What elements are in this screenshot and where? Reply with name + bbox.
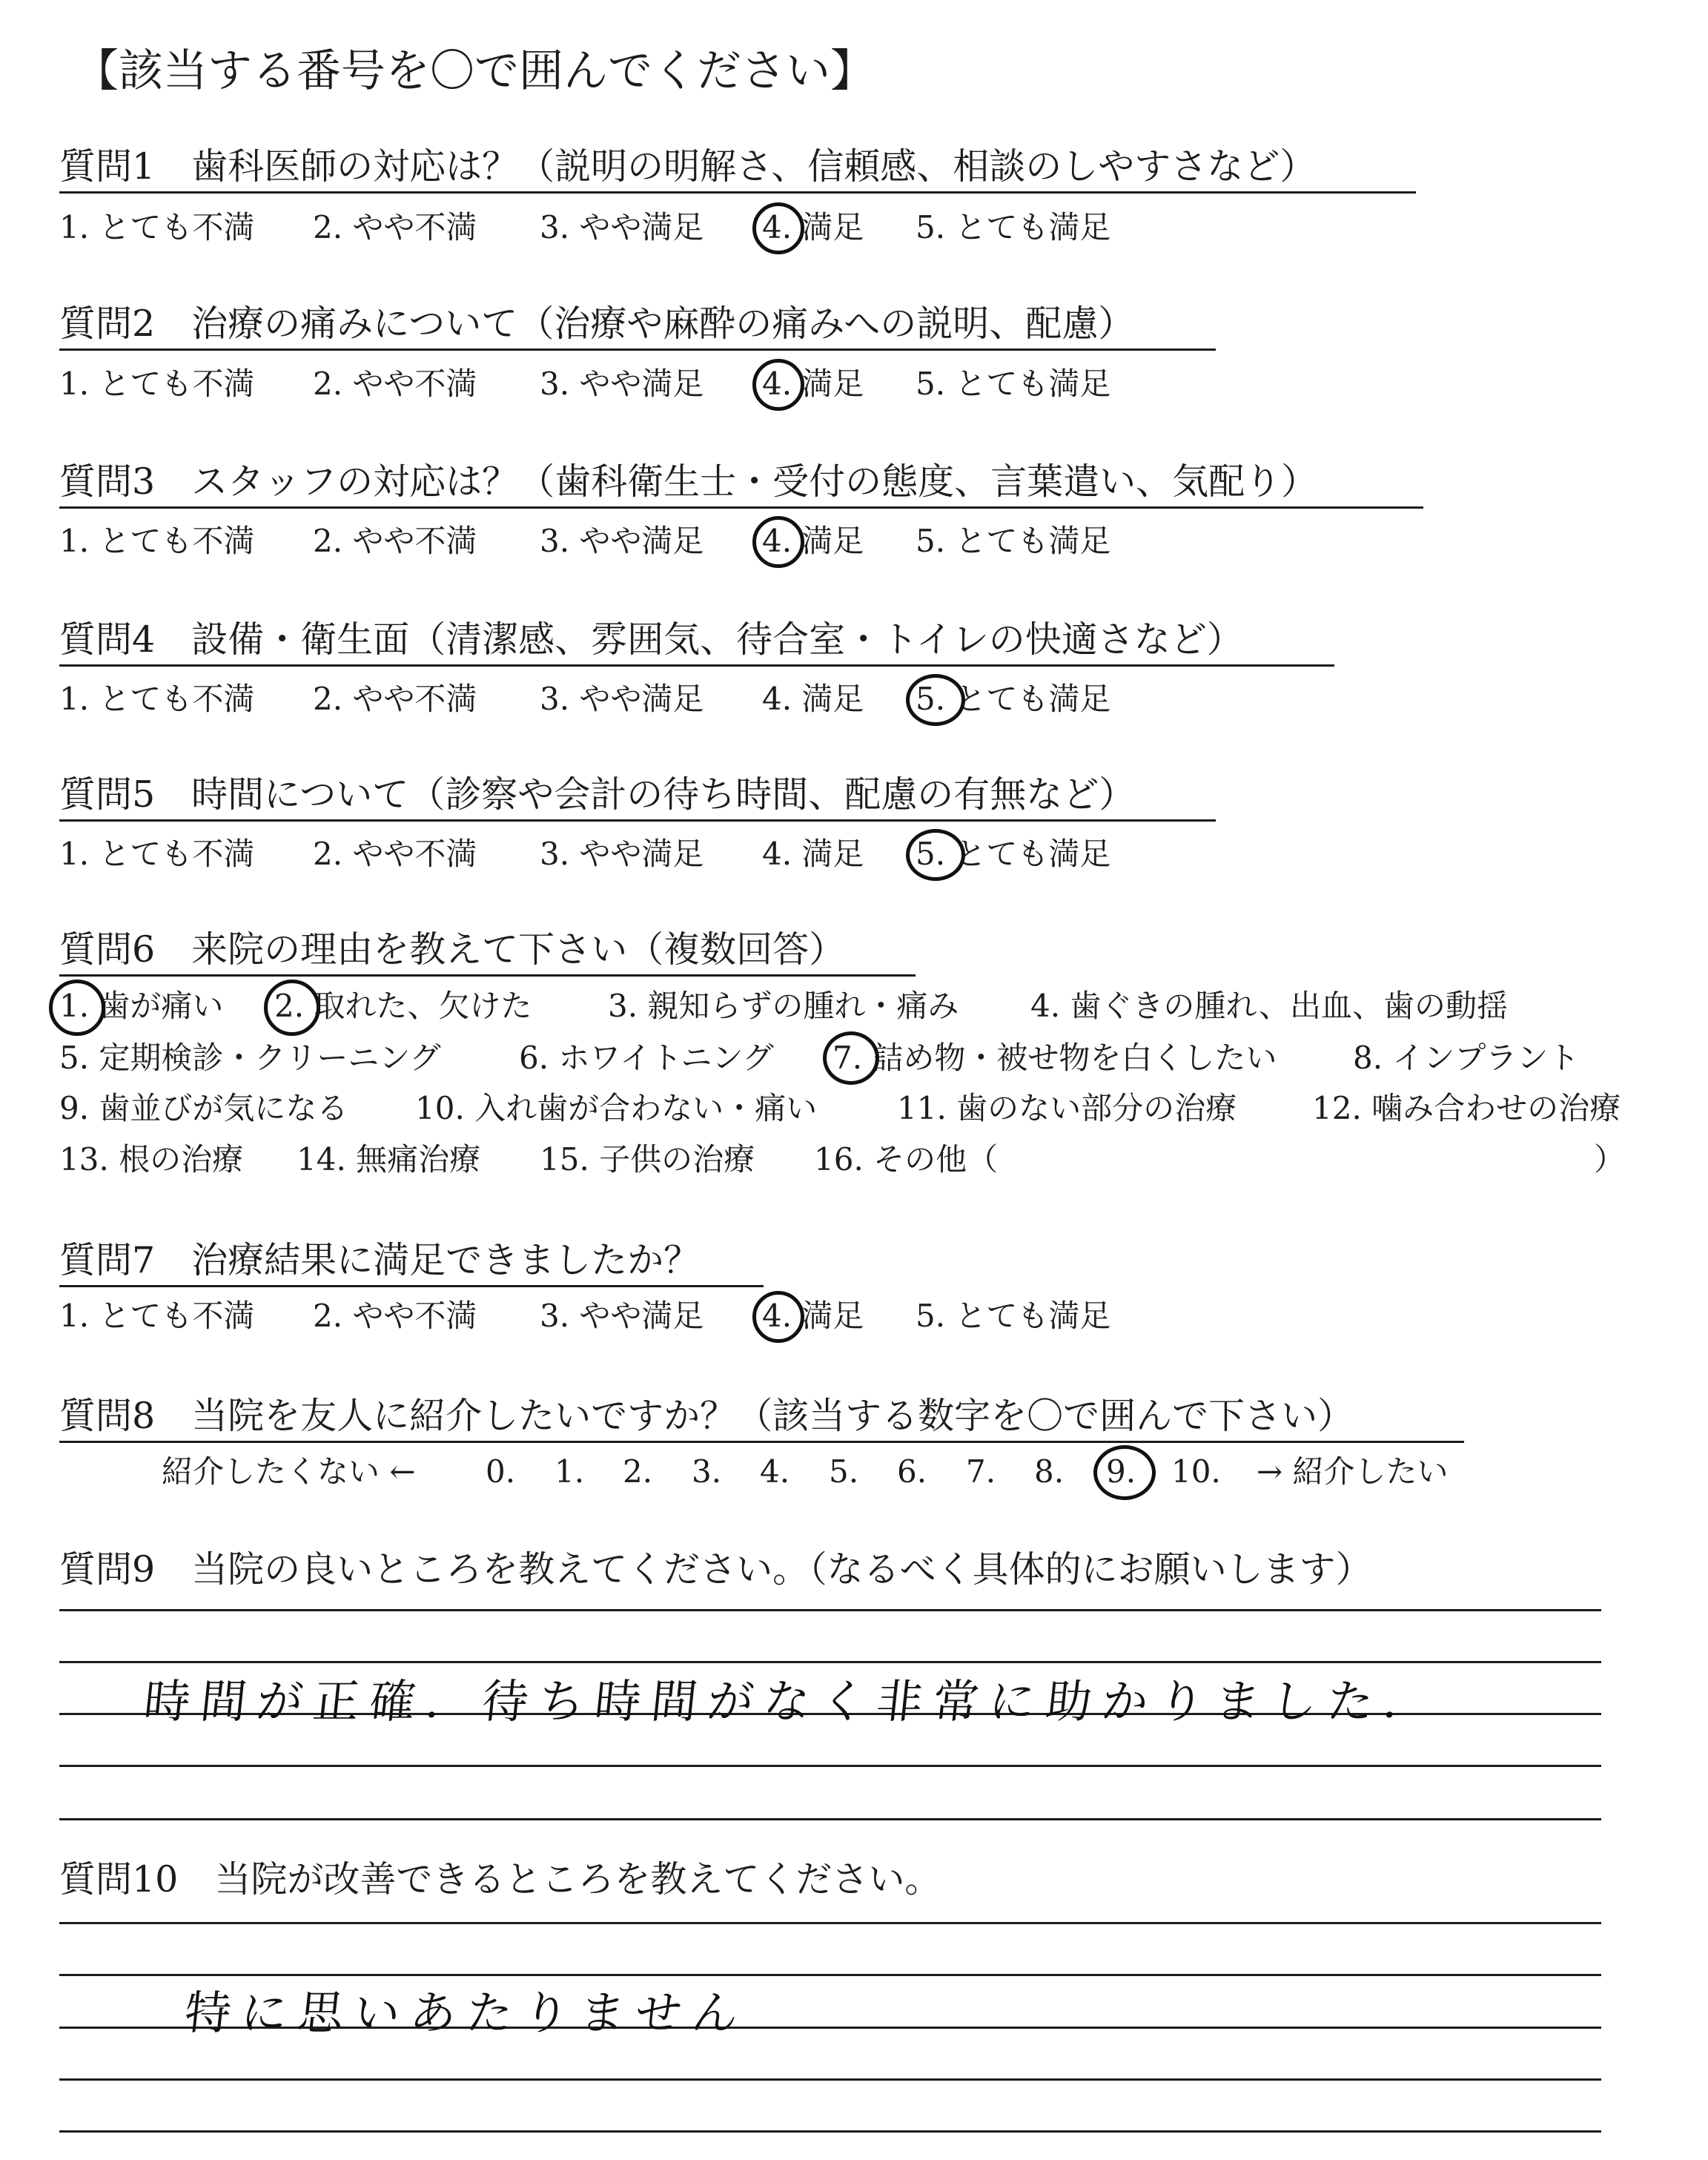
q5-option-2[interactable]: 2. やや不満: [313, 836, 477, 872]
question-3-underline: [59, 506, 1423, 509]
question-5-options: [59, 832, 1678, 876]
q7-option-5[interactable]: 5. とても満足: [916, 1298, 1111, 1334]
question-5-underline: [59, 819, 1216, 822]
q6-option-11[interactable]: 11. 歯のない部分の治療: [897, 1090, 1237, 1126]
q7-option-2[interactable]: 2. やや不満: [313, 1298, 477, 1334]
question-7-underline: [59, 1285, 764, 1287]
q6-option-10[interactable]: 10. 入れ歯が合わない・痛い: [415, 1090, 818, 1126]
q6-option-1[interactable]: 1. 歯が痛い: [59, 988, 224, 1024]
q4-option-5[interactable]: 5. とても満足: [916, 681, 1111, 717]
q3-option-3[interactable]: 3. やや満足: [540, 523, 704, 559]
q9-ruled-line-1: [59, 1609, 1601, 1611]
q10-ruled-line-1: [59, 1922, 1601, 1924]
q6-option-14[interactable]: 14. 無痛治療: [297, 1141, 481, 1178]
question-1-title: 質問1 歯科医師の対応は？（説明の明解さ、信頼感、相談のしやすさなど）: [59, 145, 1317, 188]
q2-option-1[interactable]: 1. とても不満: [59, 366, 255, 402]
q1-option-5[interactable]: 5. とても満足: [916, 209, 1111, 245]
q8-score-3[interactable]: 3.: [692, 1453, 722, 1490]
question-7-options: [59, 1294, 1678, 1338]
q6-option-3[interactable]: 3. 親知らずの腫れ・痛み: [608, 988, 959, 1024]
question-6-title: 質問6 来院の理由を教えて下さい（複数回答）: [59, 928, 846, 971]
q10-ruled-line-4: [59, 2078, 1601, 2081]
q5-option-1[interactable]: 1. とても不満: [59, 836, 255, 872]
q8-score-10[interactable]: 10.: [1171, 1453, 1221, 1490]
q7-option-1[interactable]: 1. とても不満: [59, 1298, 255, 1334]
q8-score-0[interactable]: 0.: [486, 1453, 516, 1490]
q5-option-5[interactable]: 5. とても満足: [916, 836, 1111, 872]
question-9-title: 質問9 当院の良いところを教えてください。（なるべく具体的にお願いします）: [59, 1548, 1372, 1591]
q6-row-1: [59, 984, 1678, 1028]
q9-ruled-line-2: [59, 1661, 1601, 1663]
question-7-title: 質問7 治療結果に満足できましたか？: [59, 1239, 701, 1281]
q4-option-1[interactable]: 1. とても不満: [59, 681, 255, 717]
q2-option-4[interactable]: 4. 満足: [762, 366, 864, 402]
q8-score-6[interactable]: 6.: [897, 1453, 927, 1490]
q9-handwritten-answer[interactable]: 時間が正確．待ち時間がなく非常に助かりました．: [141, 1674, 1443, 1728]
q8-score-4[interactable]: 4.: [760, 1453, 790, 1490]
question-4-underline: [59, 664, 1334, 667]
q7-option-4[interactable]: 4. 満足: [762, 1298, 864, 1334]
question-8-title: 質問8 当院を友人に紹介したいですか？（該当する数字を〇で囲んで下さい）: [59, 1395, 1354, 1437]
question-1-underline: [59, 191, 1416, 194]
question-5-title: 質問5 時間について（診察や会計の待ち時間、配慮の有無など）: [59, 773, 1136, 816]
q8-score-5[interactable]: 5.: [829, 1453, 859, 1490]
q6-option-8[interactable]: 8. インプラント: [1353, 1040, 1580, 1076]
q10-handwritten-answer[interactable]: 特に思いあたりません: [182, 1986, 752, 2040]
q8-score-8[interactable]: 8.: [1034, 1453, 1065, 1490]
question-2-options: [59, 362, 1678, 406]
q6-option-2[interactable]: 2. 取れた、欠けた: [274, 988, 532, 1024]
q8-score-2[interactable]: 2.: [623, 1453, 653, 1490]
q10-ruled-line-5: [59, 2130, 1601, 2133]
q6-option-5[interactable]: 5. 定期検診・クリーニング: [59, 1040, 441, 1076]
question-10-title: 質問10 当院が改善できるところを教えてください。: [59, 1858, 941, 1900]
q9-ruled-line-5: [59, 1818, 1601, 1820]
page-title: 【該当する番号を〇で囲んでください】: [74, 45, 875, 97]
question-4-title: 質問4 設備・衛生面（清潔感、雰囲気、待合室・トイレの快適さなど）: [59, 618, 1243, 661]
q6-option-7[interactable]: 7. 詰め物・被せ物を白くしたい: [833, 1040, 1277, 1076]
q6-option-4[interactable]: 4. 歯ぐきの腫れ、出血、歯の動揺: [1030, 988, 1508, 1024]
question-3-options: [59, 519, 1678, 564]
q3-option-5[interactable]: 5. とても満足: [916, 523, 1111, 559]
q5-option-3[interactable]: 3. やや満足: [540, 836, 704, 872]
question-6-underline: [59, 974, 916, 977]
question-8-underline: [59, 1441, 1464, 1443]
q6-other-close-paren: ）: [1594, 1141, 1626, 1178]
q5-option-4[interactable]: 4. 満足: [762, 836, 864, 872]
q2-option-3[interactable]: 3. やや満足: [540, 366, 704, 402]
question-2-underline: [59, 349, 1216, 351]
q1-option-2[interactable]: 2. やや不満: [313, 209, 477, 245]
q6-option-9[interactable]: 9. 歯並びが気になる: [59, 1090, 348, 1126]
question-4-options: [59, 677, 1678, 721]
q3-option-1[interactable]: 1. とても不満: [59, 523, 255, 559]
q6-option-6[interactable]: 6. ホワイトニング: [519, 1040, 774, 1076]
q8-left-label: 紹介したくない ←: [162, 1453, 416, 1490]
q6-option-15[interactable]: 15. 子供の治療: [540, 1141, 755, 1178]
q7-option-3[interactable]: 3. やや満足: [540, 1298, 704, 1334]
q6-option-12[interactable]: 12. 噛み合わせの治療: [1312, 1090, 1621, 1126]
q8-score-1[interactable]: 1.: [555, 1453, 585, 1490]
q6-option-13[interactable]: 13. 根の治療: [59, 1141, 244, 1178]
q1-option-4[interactable]: 4. 満足: [762, 209, 864, 245]
q6-option-16[interactable]: 16. その他（: [814, 1141, 999, 1178]
q6-row-2: [59, 1036, 1678, 1080]
q1-option-1[interactable]: 1. とても不満: [59, 209, 255, 245]
q1-option-3[interactable]: 3. やや満足: [540, 209, 704, 245]
q3-option-4[interactable]: 4. 満足: [762, 523, 864, 559]
q8-score-7[interactable]: 7.: [966, 1453, 996, 1490]
question-1-options: [59, 205, 1678, 250]
q2-option-2[interactable]: 2. やや不満: [313, 366, 477, 402]
q4-option-4[interactable]: 4. 満足: [762, 681, 864, 717]
q4-option-2[interactable]: 2. やや不満: [313, 681, 477, 717]
q4-option-3[interactable]: 3. やや満足: [540, 681, 704, 717]
question-8-scale: [59, 1450, 1678, 1494]
q8-right-label: → 紹介したい: [1257, 1453, 1449, 1490]
q8-score-9[interactable]: 9.: [1106, 1453, 1136, 1490]
question-3-title: 質問3 スタッフの対応は？（歯科衛生士・受付の態度、言葉遣い、気配り）: [59, 460, 1318, 503]
q6-row-3: [59, 1086, 1678, 1131]
question-2-title: 質問2 治療の痛みについて（治療や麻酔の痛みへの説明、配慮）: [59, 303, 1135, 345]
q2-option-5[interactable]: 5. とても満足: [916, 366, 1111, 402]
q6-row-4: [59, 1137, 1678, 1182]
q3-option-2[interactable]: 2. やや不満: [313, 523, 477, 559]
q9-ruled-line-4: [59, 1765, 1601, 1767]
